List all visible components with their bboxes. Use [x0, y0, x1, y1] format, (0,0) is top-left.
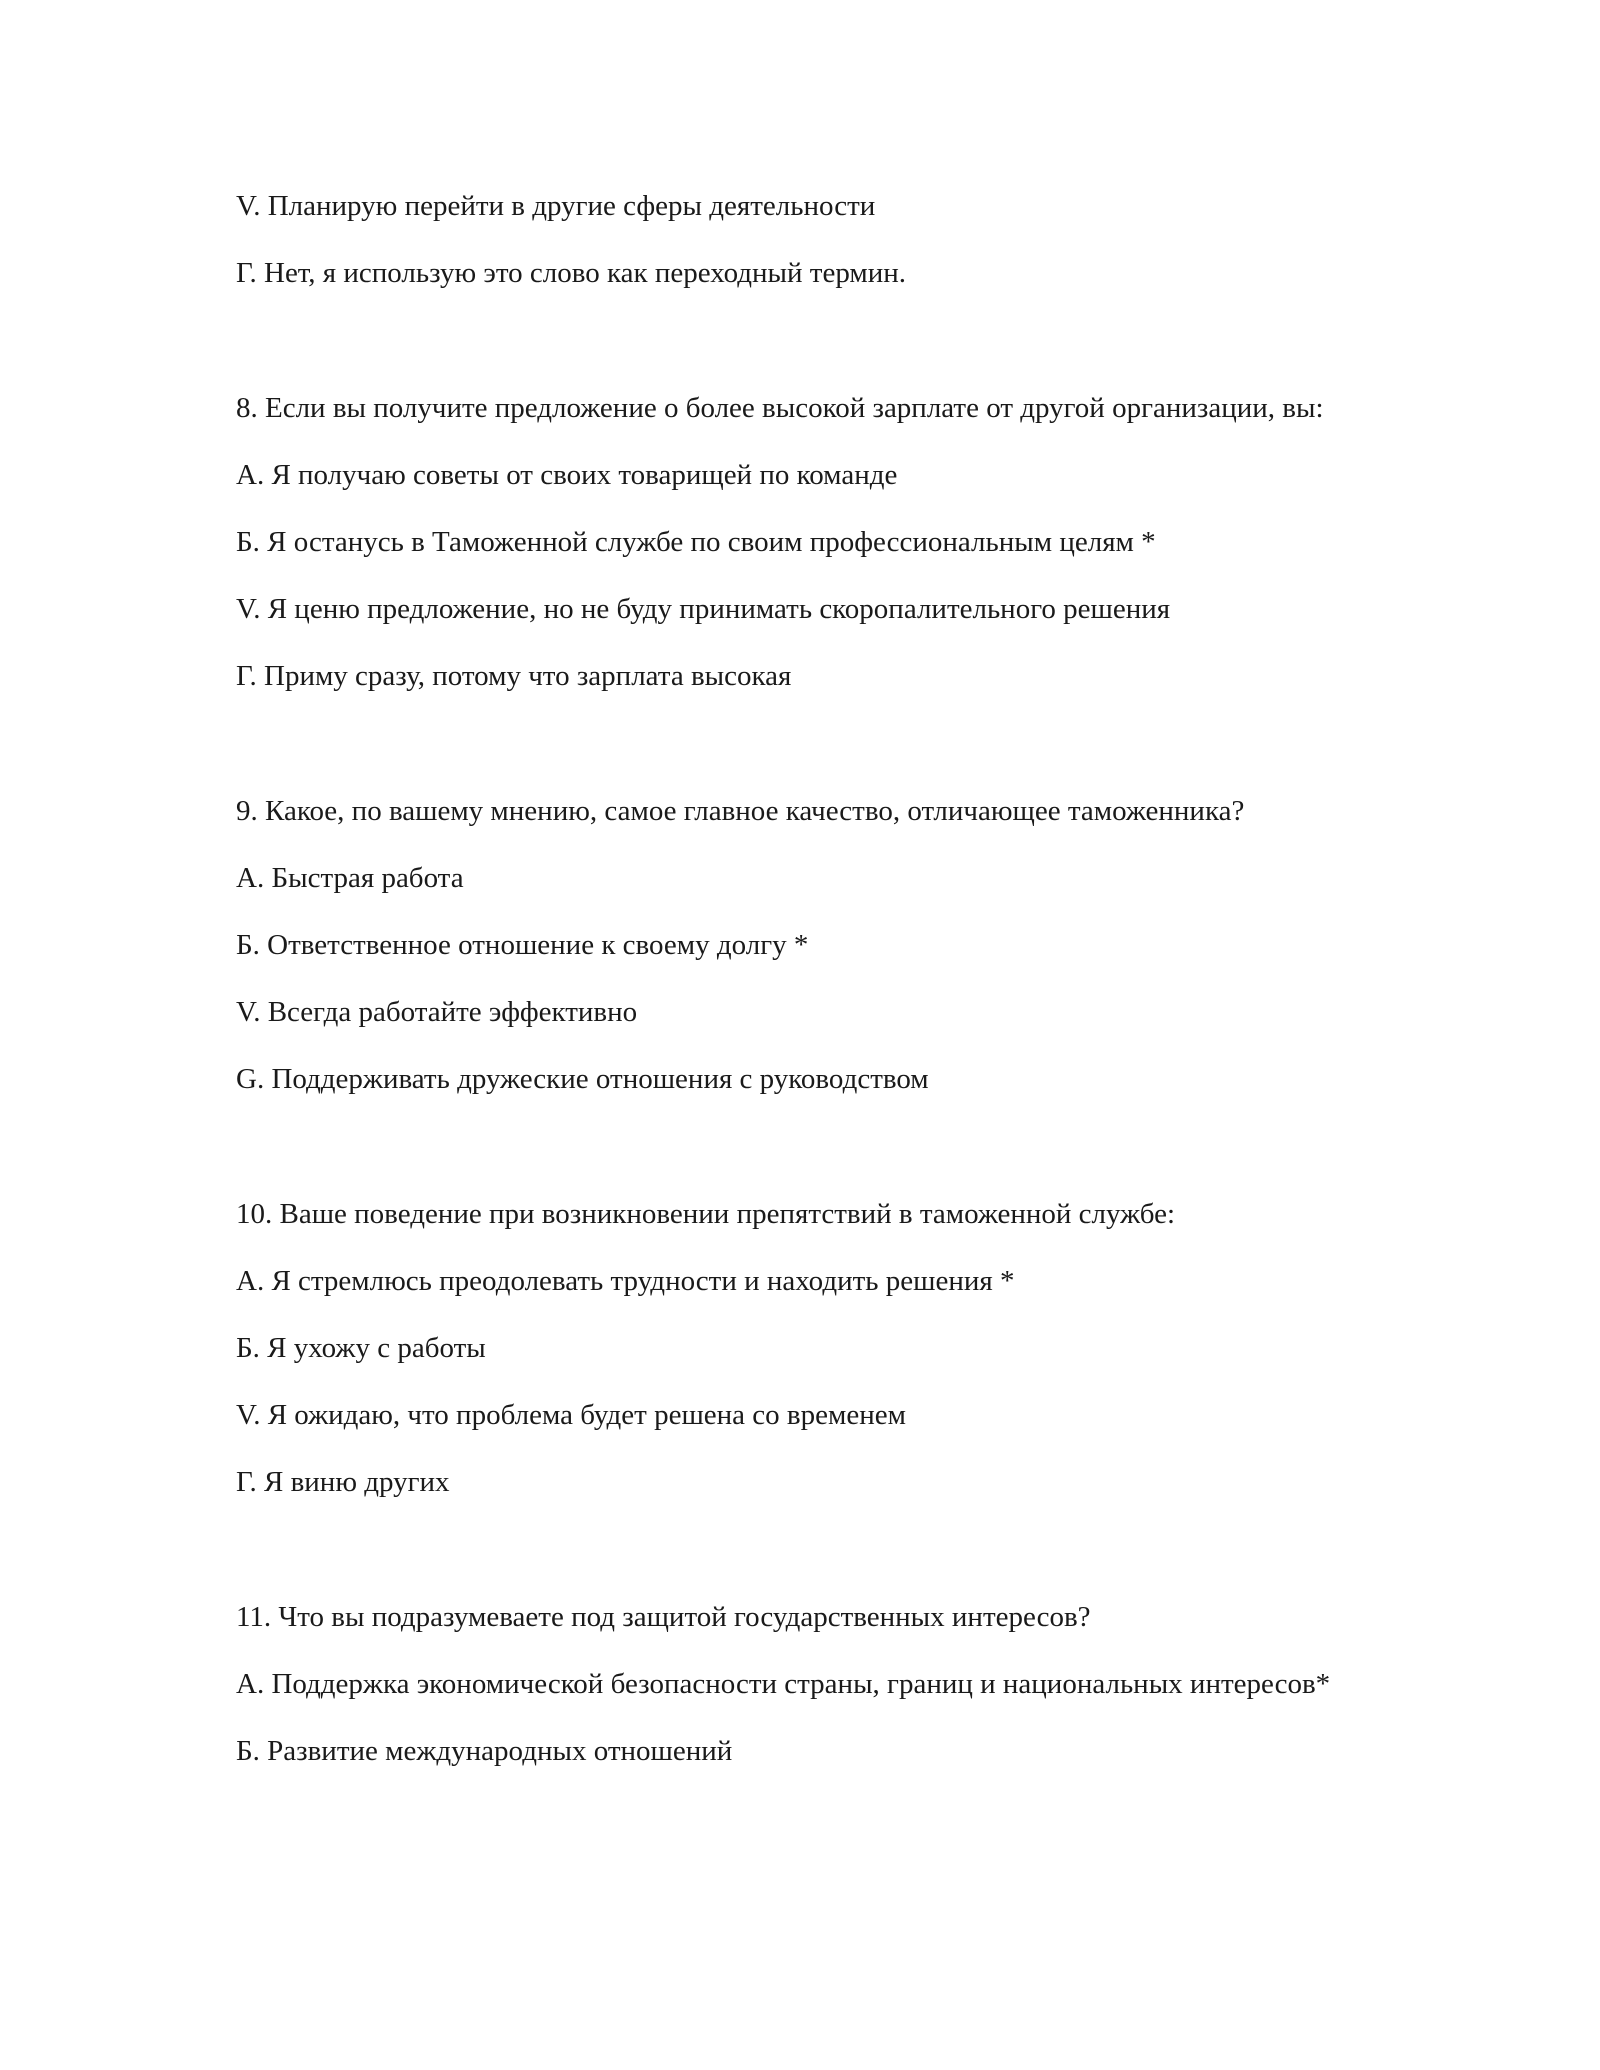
answer-option: А. Я стремлюсь преодолевать трудности и находить решения * — [236, 1265, 1015, 1297]
section-spacer — [236, 320, 1376, 388]
answer-option: V. Я ценю предложение, но не буду принимать скоропалительного решения — [236, 593, 1171, 625]
section-spacer — [236, 723, 1376, 791]
answer-option: А. Я получаю советы от своих товарищей по команде — [236, 459, 898, 491]
answer-option: Г. Я виню других — [236, 1466, 450, 1498]
answer-option: V. Планирую перейти в другие сферы деятельности — [236, 190, 876, 222]
section-spacer — [236, 1126, 1376, 1194]
answer-option: Г. Приму сразу, потому что зарплата высокая — [236, 660, 792, 692]
document-body — [236, 186, 1376, 1798]
question-11-text: 11. Что вы подразумеваете под защитой государственных интересов? — [236, 1601, 1091, 1633]
answer-option: Б. Развитие международных отношений — [236, 1735, 733, 1767]
answer-option: V. Я ожидаю, что проблема будет решена со временем — [236, 1399, 906, 1431]
question-8-text: 8. Если вы получите предложение о более высокой зарплате от другой организации, вы: — [236, 392, 1324, 424]
section-spacer — [236, 1529, 1376, 1597]
answer-option: Б. Я останусь в Таможенной службе по своим профессиональным целям * — [236, 526, 1156, 558]
answer-option: А. Быстрая работа — [236, 862, 464, 894]
answer-option: G. Поддерживать дружеские отношения с руководством — [236, 1063, 929, 1095]
answer-option: Г. Нет, я использую это слово как переходный термин. — [236, 257, 907, 289]
answer-option: Б. Я ухожу с работы — [236, 1332, 486, 1364]
answer-option: V. Всегда работайте эффективно — [236, 996, 638, 1028]
question-10-text: 10. Ваше поведение при возникновении препятствий в таможенной службе: — [236, 1198, 1176, 1230]
answer-option: А. Поддержка экономической безопасности страны, границ и национальных интересов* — [236, 1668, 1331, 1700]
answer-option: Б. Ответственное отношение к своему долгу * — [236, 929, 809, 961]
question-9-text: 9. Какое, по вашему мнению, самое главное качество, отличающее таможенника? — [236, 795, 1245, 827]
